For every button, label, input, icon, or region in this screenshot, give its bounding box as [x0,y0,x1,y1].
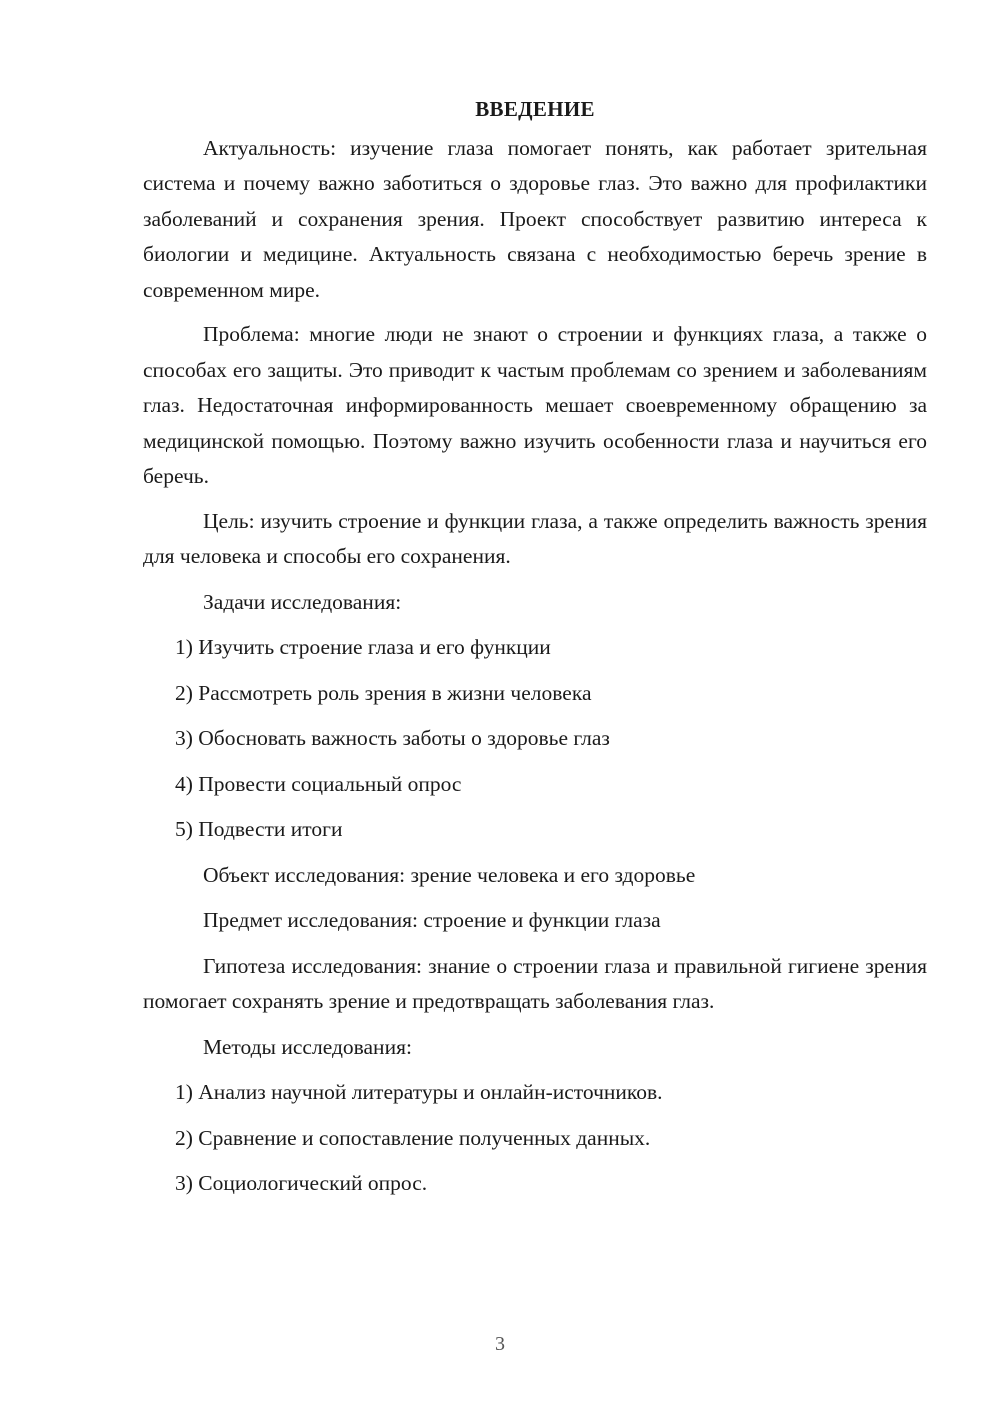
goal-paragraph: Цель: изучить строение и функции глаза, а также определить важность зрения для человека и способы его сохранения. [143,508,927,568]
tasks-title: Задачи исследования: [203,589,402,614]
methods-list [143,1075,927,1202]
list-item: 2) Сравнение и сопоставление полученных данных. [175,1125,651,1150]
document-page [143,92,927,1202]
list-item: 3) Социологический опрос. [175,1171,428,1195]
problem-paragraph: Проблема: многие люди не знают о строении и функциях глаза, а также о способах его защиты. Это приводит к частым проблемам со зрением и заболеваниям глаз. Недостаточная информированность мешает своевременному обращению за медицинской помощью. Поэтому важно изучить особенности глаза и научиться его беречь. [143,322,927,488]
methods-title: Методы исследования: [203,1034,412,1059]
list-item: 1) Изучить строение глаза и его функции [175,635,551,659]
list-item: 2) Рассмотреть роль зрения в жизни человека [175,680,592,705]
list-item: 5) Подвести итоги [175,817,343,841]
page-title: ВВЕДЕНИЕ [475,97,595,121]
tasks-list [143,630,927,848]
list-item: 1) Анализ научной литературы и онлайн-источников. [175,1080,663,1104]
list-item: 3) Обосновать важность заботы о здоровье глаз [175,726,610,750]
relevance-paragraph: Актуальность: изучение глаза помогает понять, как работает зрительная система и почему важно заботиться о здоровье глаз. Это важно для профилактики заболеваний и сохранения зрения. Проект способствует развитию интереса к биологии и медицине. Актуальность связана с необходимостью беречь зрение в современном мире. [143,135,927,302]
page-number: 3 [495,1333,505,1355]
hypothesis-paragraph: Гипотеза исследования: знание о строении глаза и правильной гигиене зрения помогает сохранять зрение и предотвращать заболевания глаз. [143,953,927,1013]
research-object: Объект исследования: зрение человека и его здоровье [203,862,696,887]
research-subject: Предмет исследования: строение и функции глаза [203,908,661,932]
list-item: 4) Провести социальный опрос [175,771,462,796]
